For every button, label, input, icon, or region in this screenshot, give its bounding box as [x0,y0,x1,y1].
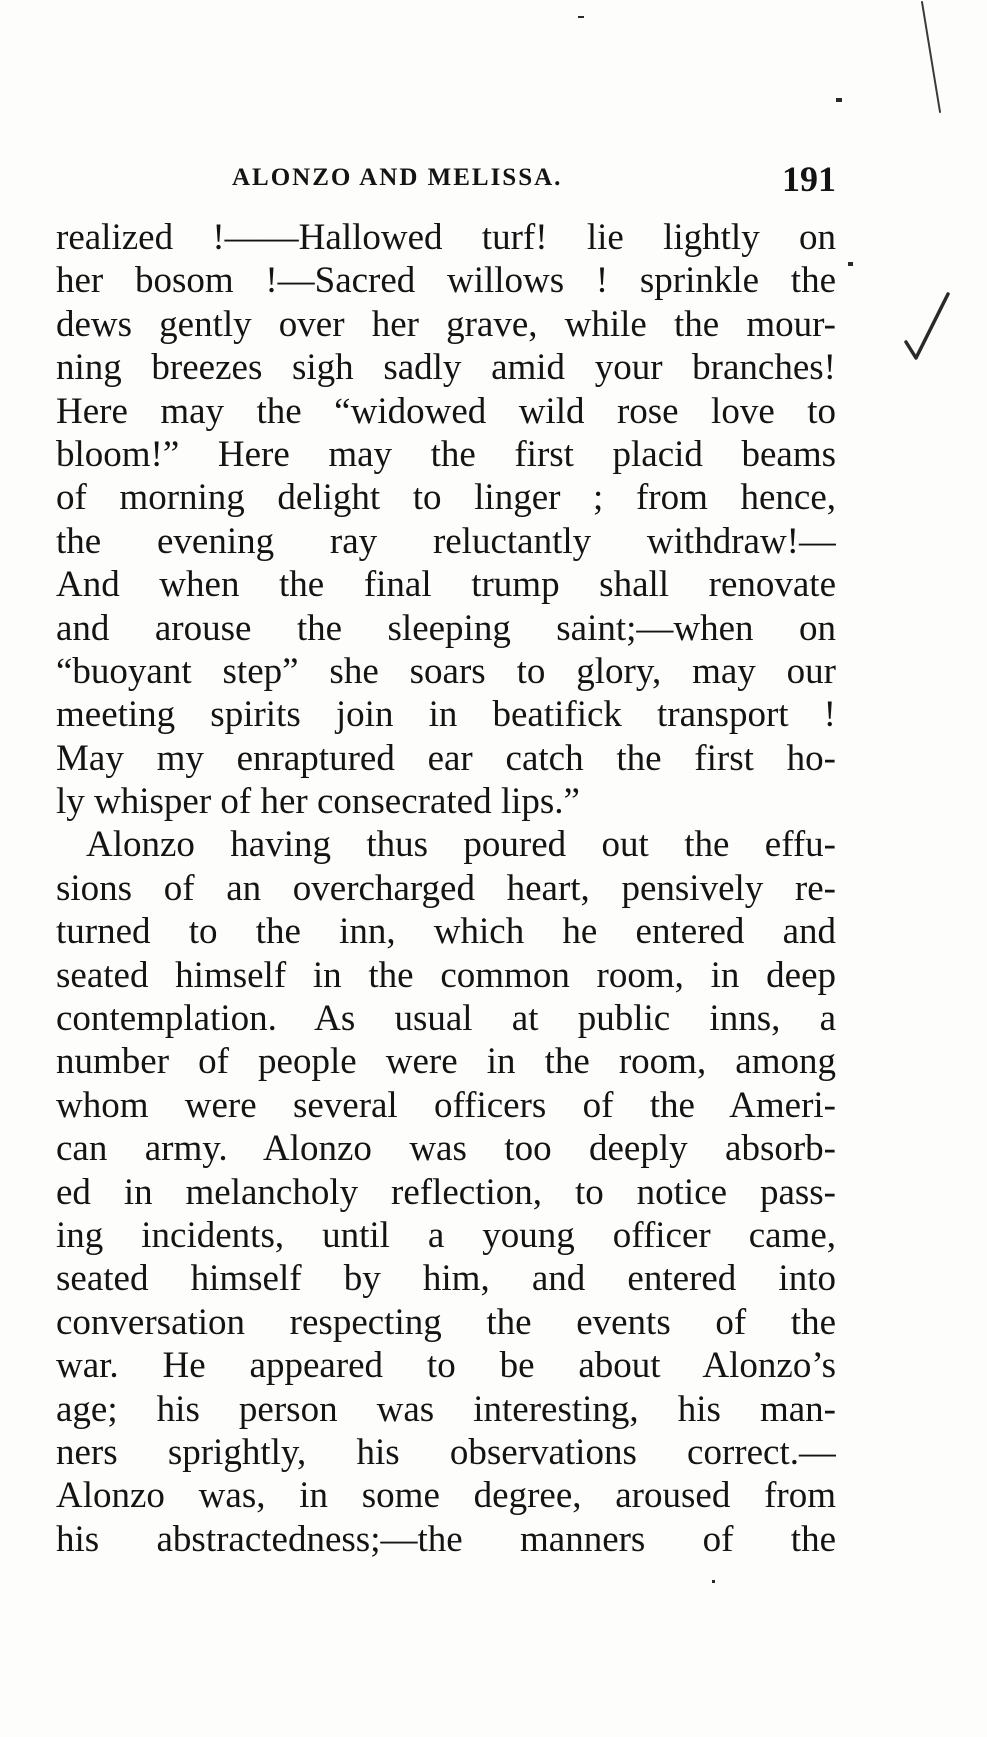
text-line: ly whisper of her consecrated lips.” [56,781,580,823]
text-line: ing incidents, until a young officer came, [56,1214,836,1256]
margin-pencil-stroke [918,0,948,120]
ink-speck [848,262,853,266]
text-line: war. He appeared to be about Alonzo’s [56,1345,836,1387]
ink-speck [836,98,842,102]
paragraph-start-line: Alonzo having thus poured out the effu- [86,824,836,866]
text-line: and arouse the sleeping saint;—when on [56,607,836,649]
text-line: her bosom !—Sacred willows ! sprinkle the [56,260,836,302]
text-line: dews gently over her grave, while the mour- [56,303,836,345]
text-line: Here may the “widowed wild rose love to [56,390,836,432]
text-line: age; his person was interesting, his man- [56,1388,836,1430]
text-line: of morning delight to linger ; from hence, [56,477,836,519]
text-line: Alonzo was, in some degree, aroused from [56,1475,836,1517]
text-line: contemplation. As usual at public inns, a [56,998,836,1040]
text-line: “buoyant step” she soars to glory, may our [56,650,836,692]
text-line: And when the final trump shall renovate [56,564,836,606]
text-line: turned to the inn, which he entered and [56,911,836,953]
text-line: May my enraptured ear catch the first ho- [56,737,836,779]
ink-speck [712,1580,715,1583]
body-text [56,216,836,1561]
text-line: bloom!” Here may the first placid beams [56,433,836,475]
page-number: 191 [782,159,836,199]
text-line: his abstractedness;—the manners of the [56,1518,836,1560]
ink-speck [578,16,584,18]
text-line: number of people were in the room, among [56,1041,836,1083]
text-line: the evening ray reluctantly withdraw!— [56,520,836,562]
text-line: whom were several officers of the Ameri- [56,1084,836,1126]
text-line: ners sprightly, his observations correct.— [56,1431,836,1473]
text-line: seated himself in the common room, in deep [56,954,836,996]
running-title: ALONZO AND MELISSA. [232,164,563,191]
text-line: meeting spirits join in beatifick transport ! [56,694,836,736]
text-line: realized !——Hallowed turf! lie lightly on [56,217,836,258]
checkmark-icon [898,290,958,370]
text-line: can army. Alonzo was too deeply absorb- [56,1128,836,1170]
text-line: seated himself by him, and entered into [56,1258,836,1300]
text-line: ning breezes sigh sadly amid your branches! [56,347,836,389]
text-line: conversation respecting the events of the [56,1301,836,1343]
running-head [56,158,836,198]
text-line: sions of an overcharged heart, pensively re- [56,867,836,909]
text-line: ed in melancholy reflection, to notice pass- [56,1171,836,1213]
